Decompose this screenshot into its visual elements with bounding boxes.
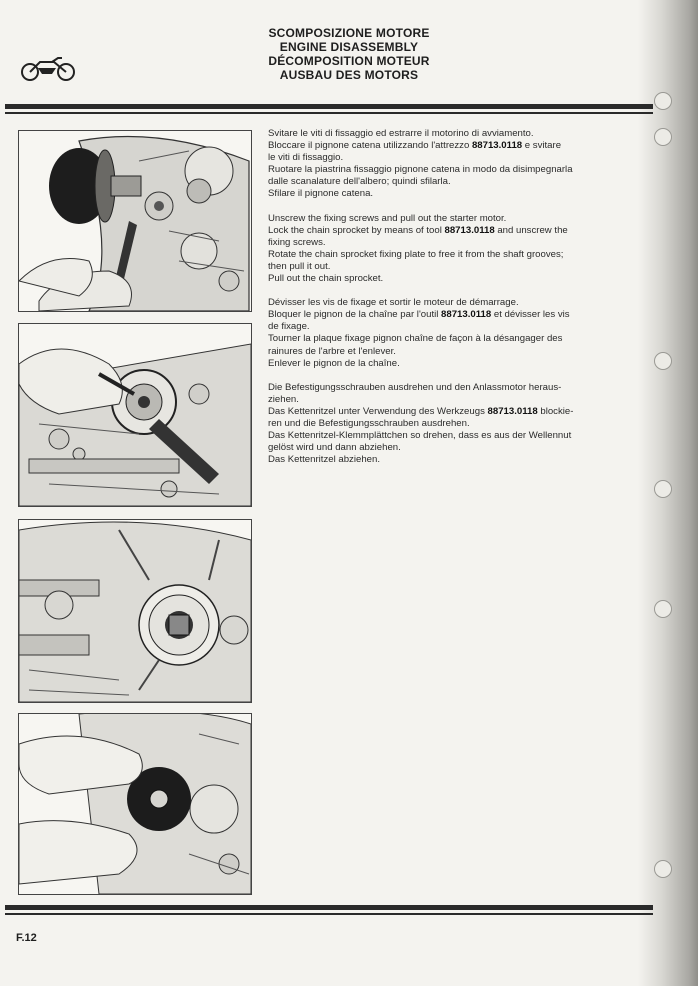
page-number: F.12 — [16, 932, 37, 944]
text-line: Dévisser les vis de fixage et sortir le moteur de démarrage. — [268, 297, 519, 309]
text-line: Bloquer le pignon de la chaîne par l'outil 88713.0118 et dévisser les vis — [268, 309, 570, 321]
text-line: Ruotare la piastrina fissaggio pignone catena in modo da disimpegnarla — [268, 164, 573, 176]
binder-hole — [654, 128, 672, 146]
starter-motor-removal-illustration — [19, 131, 251, 311]
title-italian: SCOMPOSIZIONE MOTORE — [268, 26, 430, 40]
text-line: ren und die Befestigungsschrauben ausdrehen. — [268, 417, 470, 429]
text-line: Bloccare il pignone catena utilizzando l'attrezzo 88713.0118 e svitare — [268, 140, 562, 152]
text-line: rainures de l'arbre et l'enlever. — [268, 345, 396, 357]
text-line: Die Befestigungsschrauben ausdrehen und den Anlassmotor heraus- — [268, 381, 562, 393]
tool-code: 88713.0118 — [444, 224, 495, 236]
binder-hole — [654, 352, 672, 370]
chain-sprocket-tool-illustration — [19, 324, 251, 506]
text-line: Das Kettenritzel-Klemmplättchen so drehen, dass es aus der Wellennut — [268, 430, 572, 442]
text-line: Svitare le viti di fissaggio ed estrarre il motorino di avviamento. — [268, 128, 534, 139]
binder-hole — [654, 480, 672, 498]
paragraph-italian — [268, 128, 628, 201]
paragraph-french — [268, 297, 628, 370]
header-rule-thin — [5, 112, 653, 114]
text-line: fixing screws. — [268, 236, 326, 248]
text-line: dalle scanalature dell'albero; quindi sfilarla. — [268, 176, 451, 188]
chain-sprocket-pull-out-illustration — [19, 714, 251, 894]
text-line: then pull it out. — [268, 260, 331, 272]
tool-code: 88713.0118 — [441, 309, 492, 321]
text-line: Enlever le pignon de la chaîne. — [268, 357, 400, 369]
text-line: Rotate the chain sprocket fixing plate to free it from the shaft grooves; — [268, 248, 564, 260]
header-rule-thick — [5, 104, 653, 109]
binder-hole — [654, 600, 672, 618]
paragraph-german — [268, 382, 628, 467]
text-line: ziehen. — [268, 393, 299, 405]
figure-starter-motor — [18, 130, 252, 312]
figure-sprocket-fixing-plate — [18, 519, 252, 703]
text-line: Das Kettenritzel unter Verwendung des Werkzeugs 88713.0118 blockie- — [268, 405, 574, 417]
title-english: ENGINE DISASSEMBLY — [279, 40, 419, 54]
instructions-text — [268, 128, 628, 478]
text-line: le viti di fissaggio. — [268, 152, 344, 164]
footer-rule-thick — [5, 905, 653, 910]
title-german: AUSBAU DES MOTORS — [279, 68, 419, 82]
text-line: Unscrew the fixing screws and pull out the starter motor. — [268, 212, 507, 224]
tool-code: 88713.0118 — [471, 140, 523, 152]
binder-hole — [654, 860, 672, 878]
figure-chain-sprocket-pull-out — [18, 713, 252, 895]
page-titles — [0, 26, 698, 82]
footer-rule-thin — [5, 913, 653, 915]
text-line: Lock the chain sprocket by means of tool 88713.0118 and unscrew the — [268, 224, 568, 236]
sprocket-fixing-plate-illustration — [19, 520, 251, 702]
figure-chain-sprocket-tool — [18, 323, 252, 507]
text-line: Das Kettenritzel abziehen. — [268, 454, 380, 466]
text-line: Pull out the chain sprocket. — [268, 273, 384, 285]
paragraph-english — [268, 213, 628, 286]
text-line: Sfilare il pignone catena. — [268, 188, 374, 200]
binder-hole — [654, 92, 672, 110]
text-line: gelöst wird und dann abziehen. — [268, 442, 401, 454]
title-french: DÉCOMPOSITION MOTEUR — [268, 54, 430, 68]
tool-code: 88713.0118 — [487, 405, 538, 417]
text-line: Tourner la plaque fixage pignon chaîne de façon à la désangager des — [268, 333, 563, 345]
text-line: de fixage. — [268, 321, 310, 333]
